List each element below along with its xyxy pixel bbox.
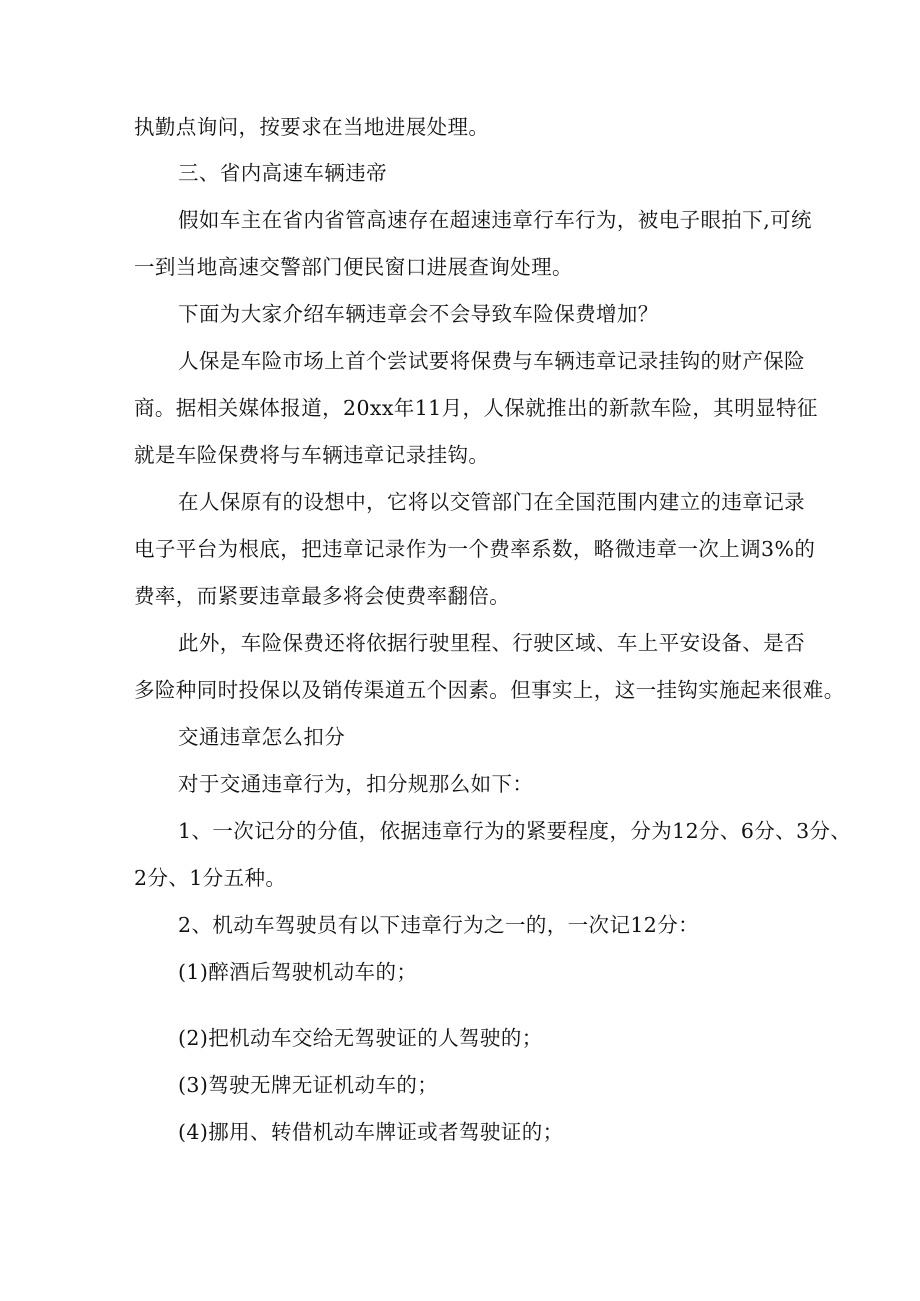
text-line: 商。据相关媒体报道，20xx年11月，人保就推出的新款车险，其明显特征 (134, 396, 818, 420)
list-item: (1)醉酒后驾驶机动车的； (178, 960, 418, 984)
list-item: (2)把机动车交给无驾驶证的人驾驶的； (178, 1026, 543, 1050)
text-line: 多险种同时投保以及销传渠道五个因素。但事实上，这一挂钩实施起来很难。 (134, 678, 845, 702)
list-item: 2、机动车驾驶员有以下违章行为之一的，一次记12分： (178, 913, 700, 937)
text-line: 对于交通违章行为，扣分规那么如下： (178, 772, 534, 796)
section-heading: 三、省内高速车辆违帝 (178, 161, 387, 185)
text-line: 下面为大家介绍车辆违章会不会导致车险保费增加？ (178, 302, 659, 326)
text-line: 费率，而紧要违章最多将会使费率翻倍。 (134, 584, 511, 608)
text-line: 电子平台为根底，把违章记录作为一个费率系数，略微违章一次上调3%的 (134, 537, 816, 561)
list-item: 2分、1分五种。 (134, 866, 287, 890)
text-line: 一到当地高速交警部门便民窗口进展查询处理。 (134, 255, 573, 279)
section-heading: 交通违章怎么扣分 (178, 725, 346, 749)
list-item: (3)驾驶无牌无证机动车的； (178, 1073, 439, 1097)
text-line: 就是车险保费将与车辆违章记录挂钩。 (134, 443, 490, 467)
list-item: (4)挪用、转借机动车牌证或者驾驶证的； (178, 1120, 564, 1144)
text-line: 在人保原有的设想中，它将以交管部门在全国范围内建立的违章记录 (178, 490, 805, 514)
text-line: 人保是车险市场上首个尝试要将保费与车辆违章记录挂钩的财产保险 (178, 349, 805, 373)
text-line: 执勤点询问，按要求在当地进展处理。 (134, 115, 490, 139)
text-line: 假如车主在省内省管高速存在超速违章行车行为，被电子眼拍下,可统 (178, 208, 812, 232)
text-line: 此外，车险保费还将依据行驶里程、行驶区域、车上平安设备、是否 (178, 631, 805, 655)
list-item: 1、一次记分的分值，依据违章行为的紧要程度，分为12分、6分、3分、 (178, 819, 852, 843)
